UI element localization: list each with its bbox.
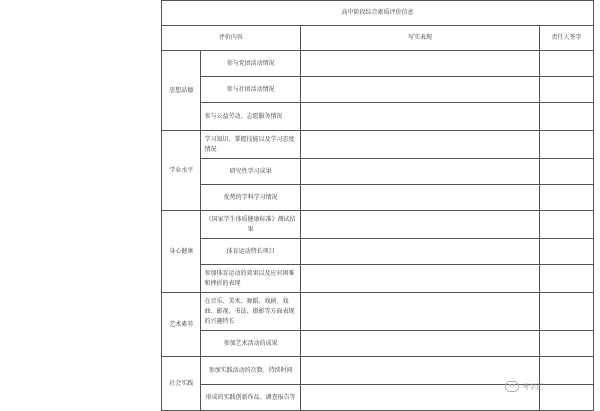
record-cell[interactable] [300, 131, 539, 159]
category-arts: 艺术素养 [162, 293, 201, 357]
signature-cell[interactable] [540, 331, 594, 357]
item-sports-effect: 参加体育运动的效果以及应对困难和挫折的表现 [201, 265, 300, 293]
item-research-results: 研究性学习成果 [201, 159, 300, 185]
record-cell[interactable] [300, 185, 539, 211]
table-title: 高中阶段综合素质评价信息 [162, 1, 594, 26]
item-party-activities: 参与党团活动情况 [201, 51, 300, 77]
item-practice-count: 参加实践活动的次数、持续时间 [201, 357, 300, 385]
signature-cell[interactable] [540, 293, 594, 331]
wechat-icon [505, 381, 519, 392]
record-cell[interactable] [300, 159, 539, 185]
record-cell[interactable] [300, 239, 539, 265]
evaluation-table [161, 0, 594, 411]
signature-cell[interactable] [540, 159, 594, 185]
signature-cell[interactable] [540, 239, 594, 265]
signature-cell[interactable] [540, 385, 594, 411]
category-social-practice: 社会实践 [162, 357, 201, 411]
record-cell[interactable] [300, 265, 539, 293]
record-cell[interactable] [300, 77, 539, 103]
item-practice-works: 形成的实践创新作品、调查报告等 [201, 385, 300, 411]
category-academic: 学业水平 [162, 131, 201, 211]
record-cell[interactable] [300, 51, 539, 77]
signature-cell[interactable] [540, 357, 594, 385]
signature-cell[interactable] [540, 131, 594, 159]
record-cell[interactable] [300, 331, 539, 357]
record-cell[interactable] [300, 293, 539, 331]
item-club-activities: 参与社团活动情况 [201, 77, 300, 103]
item-arts-interests: 在音乐、美术、舞蹈、戏剧、戏曲、影视、书法、摄影等方面表现的兴趣特长 [201, 293, 300, 331]
watermark-text: 考学汇 [522, 382, 543, 391]
item-study-attitude: 学习知识、掌握技能以及学习态度情况 [201, 131, 300, 159]
evaluation-table-sheet [161, 0, 594, 401]
signature-cell[interactable] [540, 103, 594, 131]
watermark [505, 381, 543, 392]
item-volunteer-service: 参与公益劳动、志愿服务情况 [201, 103, 300, 131]
header-record: 写实表现 [300, 26, 539, 51]
item-arts-results: 参加艺术活动的成果 [201, 331, 300, 357]
record-cell[interactable] [300, 385, 539, 411]
signature-cell[interactable] [540, 77, 594, 103]
item-strong-subjects: 优势的学科学习情况 [201, 185, 300, 211]
signature-cell[interactable] [540, 211, 594, 239]
category-moral: 思想品德 [162, 51, 201, 131]
signature-cell[interactable] [540, 185, 594, 211]
record-cell[interactable] [300, 357, 539, 385]
item-fitness-test: 《国家学生体质健康标准》测试结果 [201, 211, 300, 239]
item-sports-specialty: 体育运动特长项目 [201, 239, 300, 265]
signature-cell[interactable] [540, 51, 594, 77]
header-signer: 责任人签字 [540, 26, 594, 51]
record-cell[interactable] [300, 211, 539, 239]
category-health: 身心健康 [162, 211, 201, 293]
signature-cell[interactable] [540, 265, 594, 293]
header-content: 评价内容 [162, 26, 301, 51]
record-cell[interactable] [300, 103, 539, 131]
